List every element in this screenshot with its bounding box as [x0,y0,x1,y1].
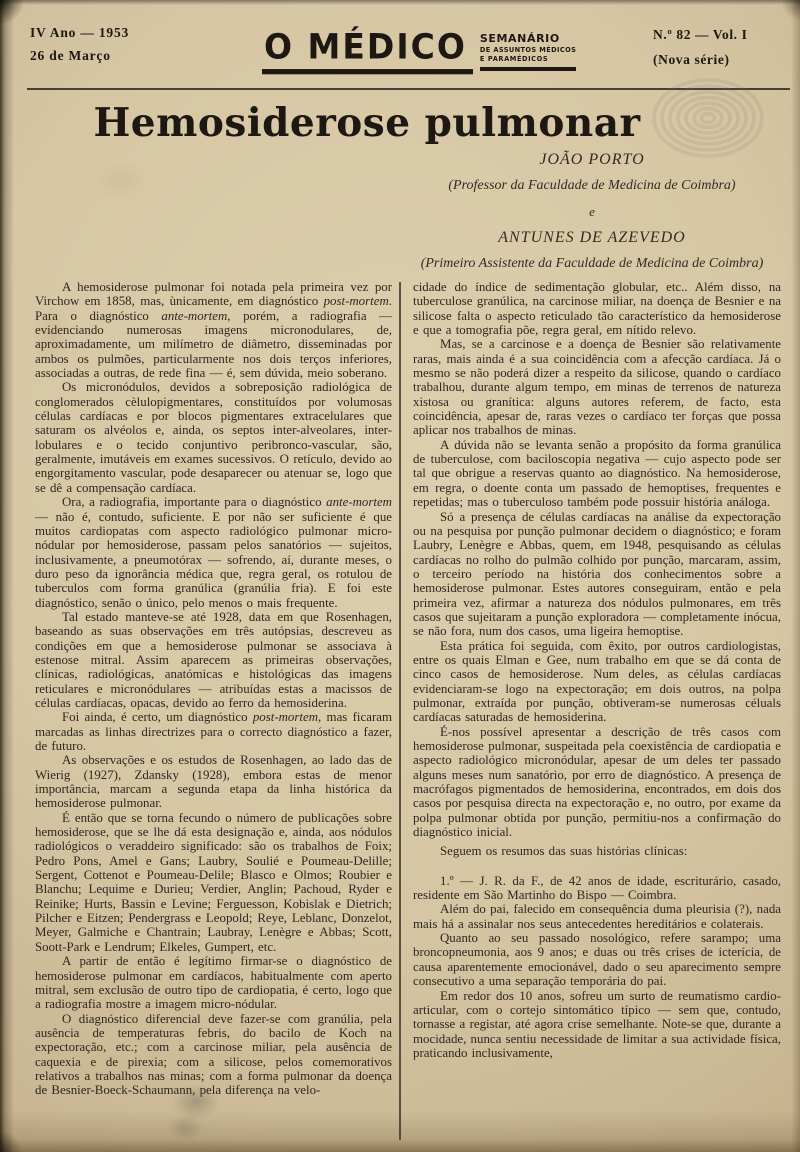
journal-logo-title: O MÉDICO [262,26,473,74]
tagline-line: DE ASSUNTOS MÉDICOS [479,46,577,54]
masthead-year: IV Ano — 1953 [30,25,130,40]
paragraph: A dúvida não se levanta senão a propósito da forma granúlica de tuberculose, com baciloscopia negativa — cujo aspecto pode ser tal que obrigue a reservas quanto ao diagnóstico. Na hemosiderose, em regra, o doente conta um passado de hemoptises, frequentes e repetidas; mas o tuberculoso também pode possuir história análoga. [413,437,781,510]
column-left [35,280,392,1144]
paragraph: cidade do índice de sedimentação globular, etc.. Além disso, na tuberculose granúlica, na carcinose miliar, na doença de Besnier e na silicose falta o aspecto reticulado tão característico da hemosiderose e que a tomografia põe, regra geral, em nítido relevo. [413,280,781,338]
journal-logo [262,26,576,72]
column-divider [399,282,401,1140]
author-affiliation: (Primeiro Assistente da Faculdade de Medicina de Coimbra) [420,256,764,271]
article-title: Hemosiderose pulmonar [93,100,641,146]
paragraph: Quanto ao seu passado nosológico, refere sarampo; uma broncopneumonia, aos 9 anos; e duas ou três crises de icterícia, de causa aparentemente emocionável, dado o seu aparecimento sempre consecutivo a uma separação temporária do pai. [413,931,781,989]
paragraph: Os micronódulos, devidos a sobreposição radiológica de conglomerados cèlulopigmentares, constituídos por volumosas células cardíacas e por blocos pigmentares extracelulares que saturam os alvéolos e, ainda, os septos inter-alveolares, inter-lobulares e o tecido conjuntivo peribronco-vascular, são, geralmente, imutáveis em exames sucessivos. O retículo, devido ao engorgitamento vascular, pode desaparecer ou atenuar se, logo que se dê a compensação cardíaca. [35,380,392,495]
series-note: (Nova série) [653,52,730,67]
paragraph: A partir de então é legítimo firmar-se o diagnóstico de hemosiderose pulmonar em cardíacos, habitualmente com aperto mitral, sem exclusão de outro tipo de cardiopatia, é certo, logo que a radiografia mostre a imagem micro-nódular. [35,954,392,1012]
paragraph: O diagnóstico diferencial deve fazer-se com granúlia, pela ausência de temperaturas febris, do bacilo de Koch na expectoração, etc.; com a carcinose miliar, pela ausência de caquexia e de pirexia; com a silicose, pelos comemorativos relativos a trabalhos nas minas; com a forma pulmonar da doença de Besnier-Boeck-Schaumann, pela diferença na velo- [35,1011,392,1098]
case-history-start: 1.º — J. R. da F., de 42 anos de idade, escriturário, casado, residente em São Martinho do Bispo — Coimbra. [413,873,781,903]
author-name: JOÃO PORTO [539,151,645,168]
paragraph: Só a presença de células cardíacas na análise da expectoração ou na pesquisa por punção pulmonar decidem o diagnóstico; e foram Laubry, Lenègre e Abbas, quem, em 1948, pesquisando as células cardíacas no rolho do pulmão colhido por punção, marcaram, assim, o terceiro período na história dos conhecimentos sobre a hemosiderose pulmonar. Estes autores conseguiram, então e pela primeira vez, afirmar a natureza dos nódulos pulmonares, em três casos que sujeitaram a punção exploradora — completamente inócua, se não fora, num dos casos, uma ligeira hemoptise. [413,509,781,639]
author-name: ANTUNES DE AZEVEDO [498,229,686,246]
paragraph: É-nos possível apresentar a descrição de três casos com hemosiderose pulmonar, suspeitada pela coexistência de cardiopatia e aspecto radiológico micronódular, apesar de um deles ter passado alguns meses num sanatório, por erro de diagnóstico. A presença de macrófagos pigmentados de hemosiderina, encontrados, em dois dos casos por pesquisa directa na expectoração e, no outro, por exame da polpa pulmonar obtida por punção, permitiu-nos a confirmação do diagnóstico inicial. [413,724,781,840]
masthead-date: 26 de Março [30,48,111,63]
paragraph: Em redor dos 10 anos, sofreu um surto de reumatismo cardio-articular, com o cortejo sintomático típico — sem que, contudo, tornasse a registar, até agora crise semelhante. Note-se que, durante a mocidade, nunca sentiu necessidade de limitar a sua actividade física, praticando inclusivamente, [413,988,781,1060]
issue-number: N.º 82 — Vol. I [653,27,748,42]
paragraph: Mas, se a carcinose e a doença de Besnier são relativamente raras, mais ainda é a sua coincidência com a afecção cardíaca. Já o mesmo se não poderá dizer a respeito da silicose, quando o cardíaco trabalhou, durante algum tempo, em minas de terrenos de natureza xistosa ou granítica: alguns autores referem, de facto, esta coincidência, apesar de, raras vezes o cardíaco ter forças que possa aplicar nos trabalhos de minas. [413,337,781,438]
masthead-issue-info-right [653,27,747,77]
author-block [396,151,788,282]
paragraph: As observações e os estudos de Rosenhagen, ao lado das de Wierig (1927), Zdansky (1928), embora estas de menor importância, marcam a segunda etapa da linha histórica da hemosiderose pulmonar. [35,753,392,811]
paragraph: Tal estado manteve-se até 1928, data em que Rosenhagen, baseando as suas observações em três autópsias, descreveu as condições em que a hemosiderose pulmonar se associava à estenose mitral. Assim aparecem as primeiras observações, clínicas, radiológicas, anatómicas e histológicas das imagens reticulares e micronódulares — atribuídas estas a macissos de células cardíacas, opacas, devido ao ferro da hemosiderina. [35,609,392,710]
paragraph: Seguem os resumos das suas histórias clínicas: [440,844,688,859]
paragraph: Ora, a radiografia, importante para o diagnóstico ante-mortem — não é, contudo, suficiente. E por não ser suficiente é que muitos cardiopatas com aspecto radiológico pulmonar micro-nódular por hemosiderose, passam pelos sanatórios — sujeitos, inclusivamente, a pneumotórax — sofrendo, aí, durante meses, o duro peso da ignorância médica que, regra geral, os rotulou de tuberculos com forma granúlica (granúlia fria). E foi este diagnóstico, senão o único, pelo menos o mais frequente. [35,495,392,610]
paragraph: Esta prática foi seguida, com êxito, por outros cardiologistas, entre os quais Elman e Gee, num trabalho em que se dá conta de cinco casos de hemosiderose. Num deles, as células cardíacas evidenciaram-se logo na expectoração; em dois outros, na polpa pulmonar, extraída por punção, obtiveram-se numerosas céluals cardíacas saturadas de hemosiderina. [413,638,781,725]
journal-tagline [480,26,576,71]
paragraph: Além do pai, falecido em consequência duma pleurisia (?), nada mais há a assinalar nos seus antecedentes hereditários e colaterais. [413,902,781,931]
tagline-line: SEMANÁRIO [479,32,560,45]
paragraph: Foi ainda, é certo, um diagnóstico post-mortem, mas ficaram marcadas as linhas directrizes para o correcto diagnóstico a fazer, de futuro. [35,710,392,753]
authors-separator: e [589,204,595,219]
author-affiliation: (Professor da Faculdade de Medicina de Coimbra) [448,178,736,193]
column-right [413,280,781,1144]
tagline-line: E PARAMÉDICOS [480,55,576,71]
paragraph: A hemosiderose pulmonar foi notada pela primeira vez por Virchow em 1858, mas, ùnicamente, em diagnóstico post-mortem. Para o diagnóstico ante-mortem, porém, a radiografia — evidenciando numerosas imagens micronodulares, de, aproximadamente, um milímetro de diâmetro, disseminadas por ambos os pulmões, particularmente nos dois terços inferiores, associadas a outras, de rede fina — é, sem dúvida, meio soberano. [35,280,392,381]
masthead-issue-info-left [30,25,129,71]
paragraph: É então que se torna fecundo o número de publicações sobre hemosiderose, que se lhe dá esta designação e, ainda, aos nódulos radiológicos o veraddeiro significado: são os trabalhos de Foix; Pedro Pons, Amel e Gans; Laubry, Soulié e Poumeau-Delille; Sergent, Cottenot e Poumeau-Delile; Blasco e Olmos; Roubier e Blanchu; Lequime e Durieu; Verdier, Anglin; Pachoud, Ryder e Reinike; Hurts, Bassin e Levine; Ferguesson, Kobislak e Dietrich; Pilcher e Eitzen; Pendergrass e Leopold; Reye, Leblanc, Donzelot, Meyer, Galmiche e Chantrain; Laubray, Lenègre e Abbas; Scott, Soott-Park e Lendrum; Elkeles, Gumpert, etc. [35,810,392,954]
